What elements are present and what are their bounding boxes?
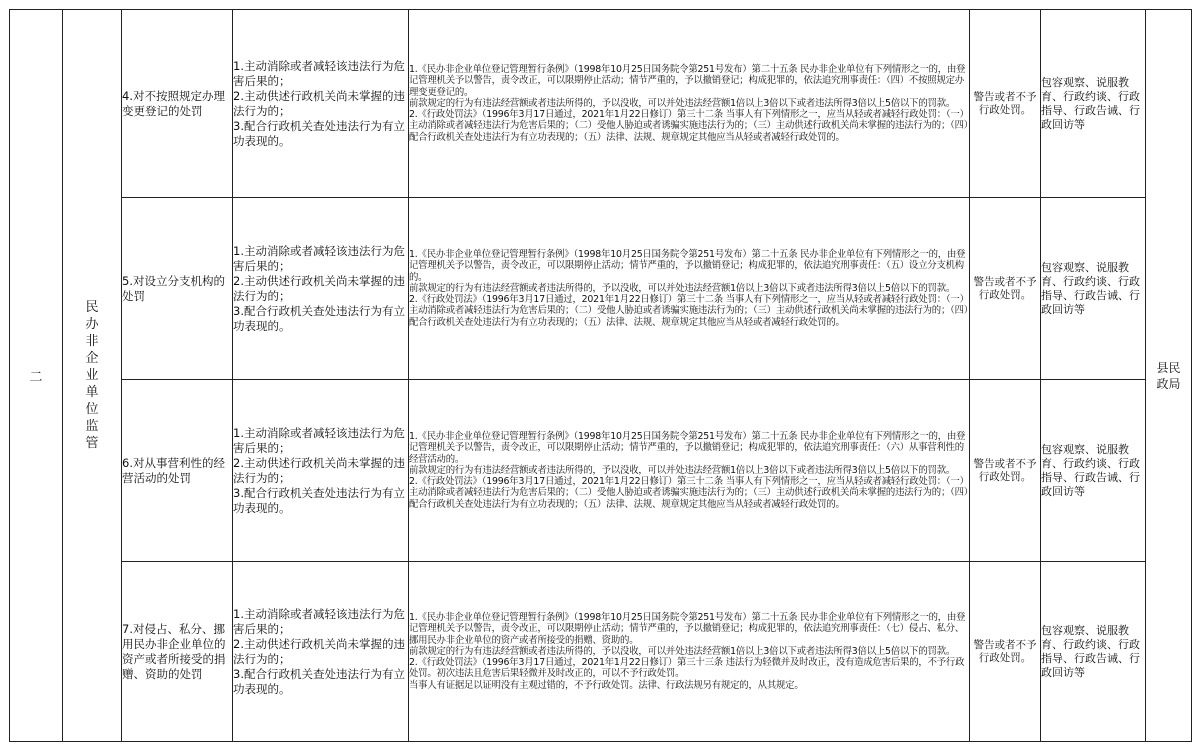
condition-2: 2.主动供述行政机关尚未掌握的违法行为的；: [233, 636, 405, 666]
table-row: [10, 198, 1192, 380]
item-name: 6.对从事营利性的经营活动的处罚: [122, 380, 233, 562]
basis-paragraph: 1.《民办非企业单位登记管理暂行条例》（1998年10月25日国务院令第251号发布）第二十五条 民办非企业单位有下列情形之一的，由登记管理机关予以警告，责令改正，可以限期停止活动；情节严重的，予以撤销登记；构成犯罪的，依法追究刑事责任：（七）侵占、私分、挪用民办非企业单位的资产或者所接受的捐赠、资助的。: [409, 612, 966, 646]
basis-paragraph: 前款规定的行为有违法经营额或者违法所得的，予以没收，可以并处违法经营额1倍以上3倍以下或者违法所得3倍以上5倍以下的罚款。: [409, 464, 956, 476]
condition-1: 1.主动消除或者减轻该违法行为危害后果的；: [233, 243, 405, 273]
conditions-cell: [233, 10, 409, 198]
item-name: 4.对不按照规定办理变更登记的处罚: [122, 10, 233, 198]
condition-2: 2.主动供述行政机关尚未掌握的违法行为的；: [233, 455, 405, 485]
legal-basis-cell: [409, 10, 970, 198]
legal-basis-cell: [409, 380, 970, 562]
measures-cell: 包容观察、说服教育、行政约谈、行政指导、行政告诫、行政回访等: [1041, 198, 1146, 380]
condition-1: 1.主动消除或者减轻该违法行为危害后果的；: [233, 606, 405, 636]
basis-paragraph: 前款规定的行为有违法经营额或者违法所得的，予以没收，可以并处违法经营额1倍以上3倍以下或者违法所得3倍以上5倍以下的罚款。: [409, 97, 956, 109]
table-row: [10, 380, 1192, 562]
basis-paragraph: 2.《行政处罚法》（1996年3月17日通过，2021年1月22日修订）第三十三条 违法行为轻微并及时改正，没有造成危害后果的，不予行政处罚。初次违法且危害后果轻微并及时改正的，可以不予行政处罚。: [409, 657, 965, 680]
sequence-number: 二: [10, 10, 63, 742]
conditions-cell: [233, 380, 409, 562]
condition-1: 1.主动消除或者减轻该违法行为危害后果的；: [233, 425, 405, 455]
basis-paragraph: 前款规定的行为有违法经营额或者违法所得的，予以没收，可以并处违法经营额1倍以上3倍以下或者违法所得3倍以上5倍以下的罚款。: [409, 645, 956, 657]
condition-3: 3.配合行政机关查处违法行为有立功表现的。: [233, 485, 405, 515]
condition-2: 2.主动供述行政机关尚未掌握的违法行为的；: [233, 273, 405, 303]
measures-table: [9, 9, 1192, 742]
result-cell: 警告或者不予行政处罚。: [970, 562, 1041, 742]
condition-3: 3.配合行政机关查处违法行为有立功表现的。: [233, 118, 405, 148]
condition-3: 3.配合行政机关查处违法行为有立功表现的。: [233, 666, 405, 696]
category-cell: [63, 10, 122, 742]
item-name: 7.对侵占、私分、挪用民办非企业单位的资产或者所接受的捐赠、资助的处罚: [122, 562, 233, 742]
basis-paragraph: 1.《民办非企业单位登记管理暂行条例》（1998年10月25日国务院令第251号发布）第二十五条 民办非企业单位有下列情形之一的，由登记管理机关予以警告，责令改正，可以限期停止活动；情节严重的，予以撤销登记；构成犯罪的，依法追究刑事责任：（四）不按照规定办理变更登记的。: [409, 64, 966, 98]
basis-paragraph: 当事人有证据足以证明没有主观过错的，不予行政处罚。法律、行政法规另有规定的，从其规定。: [409, 679, 804, 691]
legal-basis-cell: [409, 562, 970, 742]
measures-cell: 包容观察、说服教育、行政约谈、行政指导、行政告诫、行政回访等: [1041, 10, 1146, 198]
category-label: 民办非企业单位监管: [85, 300, 99, 451]
department-cell: [1146, 10, 1192, 742]
conditions-cell: [233, 198, 409, 380]
department-label: 县民政局: [1156, 360, 1181, 391]
measures-cell: 包容观察、说服教育、行政约谈、行政指导、行政告诫、行政回访等: [1041, 562, 1146, 742]
item-name: 5.对设立分支机构的处罚: [122, 198, 233, 380]
condition-1: 1.主动消除或者减轻该违法行为危害后果的；: [233, 58, 405, 88]
basis-paragraph: 前款规定的行为有违法经营额或者违法所得的，予以没收，可以并处违法经营额1倍以上3倍以下或者违法所得3倍以上5倍以下的罚款。: [409, 282, 956, 294]
conditions-cell: [233, 562, 409, 742]
result-cell: 警告或者不予行政处罚。: [970, 380, 1041, 562]
result-cell: 警告或者不予行政处罚。: [970, 198, 1041, 380]
legal-basis-cell: [409, 198, 970, 380]
result-cell: 警告或者不予行政处罚。: [970, 10, 1041, 198]
basis-paragraph: 2.《行政处罚法》（1996年3月17日通过，2021年1月22日修订）第三十二条 当事人有下列情形之一，应当从轻或者减轻行政处罚：（一）主动消除或者减轻违法行为危害后果的；（二）受他人胁迫或者诱骗实施违法行为的；（三）主动供述行政机关尚未掌握的违法行为的；（四）配合行政机关查处违法行为有立功表现的；（五）法律、法规、规章规定其他应当从轻或者减轻行政处罚的。: [409, 294, 969, 328]
basis-paragraph: 2.《行政处罚法》（1996年3月17日通过，2021年1月22日修订）第三十二条 当事人有下列情形之一，应当从轻或者减轻行政处罚：（一）主动消除或者减轻违法行为危害后果的；（二）受他人胁迫或者诱骗实施违法行为的；（三）主动供述行政机关尚未掌握的违法行为的；（四）配合行政机关查处违法行为有立功表现的；（五）法律、法规、规章规定其他应当从轻或者减轻行政处罚的。: [409, 476, 969, 510]
basis-paragraph: 2.《行政处罚法》（1996年3月17日通过，2021年1月22日修订）第三十二条 当事人有下列情形之一，应当从轻或者减轻行政处罚：（一）主动消除或者减轻违法行为危害后果的；（二）受他人胁迫或者诱骗实施违法行为的；（三）主动供述行政机关尚未掌握的违法行为的；（四）配合行政机关查处违法行为有立功表现的；（五）法律、法规、规章规定其他应当从轻或者减轻行政处罚的。: [409, 109, 969, 143]
table-row: [10, 562, 1192, 742]
condition-3: 3.配合行政机关查处违法行为有立功表现的。: [233, 303, 405, 333]
basis-paragraph: 1.《民办非企业单位登记管理暂行条例》（1998年10月25日国务院令第251号发布）第二十五条 民办非企业单位有下列情形之一的，由登记管理机关予以警告，责令改正，可以限期停止活动；情节严重的，予以撤销登记；构成犯罪的，依法追究刑事责任：（六）从事营利性的经营活动的。: [409, 431, 966, 465]
table-row: [10, 10, 1192, 198]
basis-paragraph: 1.《民办非企业单位登记管理暂行条例》（1998年10月25日国务院令第251号发布）第二十五条 民办非企业单位有下列情形之一的，由登记管理机关予以警告，责令改正，可以限期停止活动；情节严重的，予以撤销登记；构成犯罪的，依法追究刑事责任：（五）设立分支机构的。: [409, 249, 966, 283]
condition-2: 2.主动供述行政机关尚未掌握的违法行为的；: [233, 88, 405, 118]
measures-cell: 包容观察、说服教育、行政约谈、行政指导、行政告诫、行政回访等: [1041, 380, 1146, 562]
